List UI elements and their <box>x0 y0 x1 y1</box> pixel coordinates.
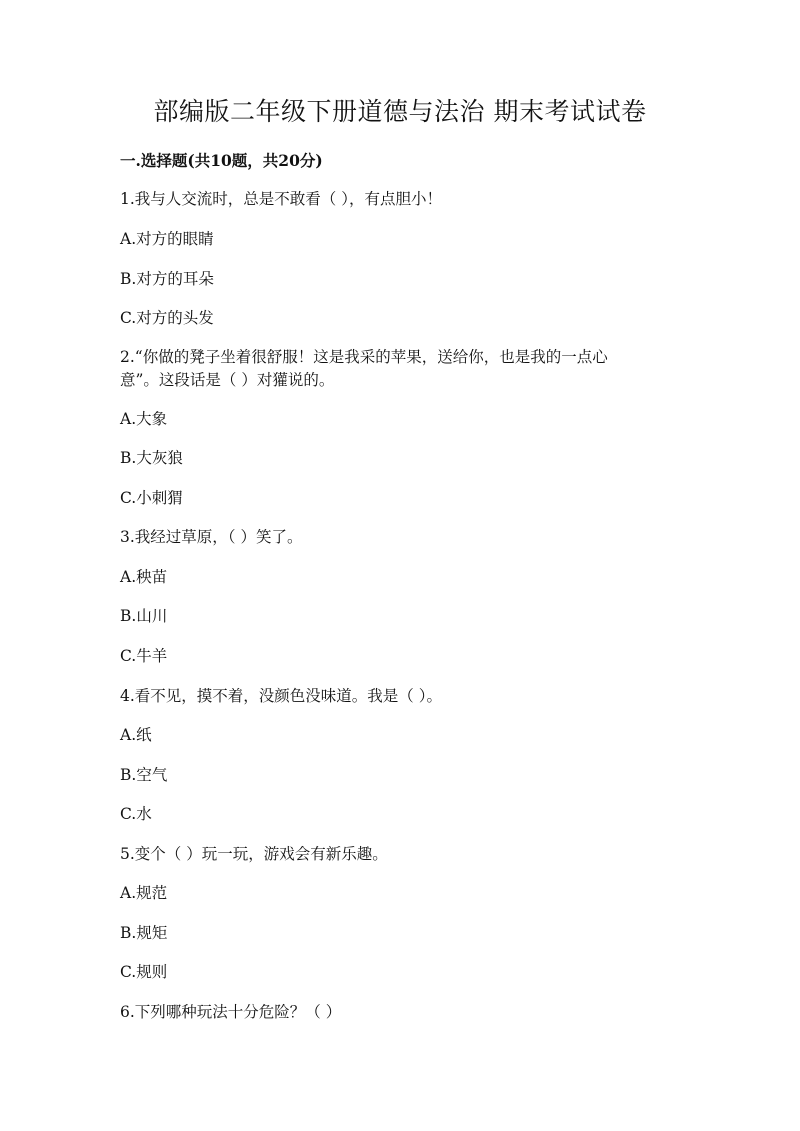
question-1-option-b: B.对方的耳朵 <box>120 270 214 288</box>
page-title: 部编版二年级下册道德与法治 期末考试试卷 <box>153 97 647 126</box>
question-3-option-a: A.秧苗 <box>120 568 168 586</box>
question-3-option-b: B.山川 <box>120 607 168 625</box>
question-5-option-a: A.规范 <box>120 884 168 902</box>
question-4-option-b: B.空气 <box>120 766 168 784</box>
question-6-stem: 6.下列哪种玩法十分危险？（ ） <box>120 1003 342 1021</box>
question-5-stem: 5.变个（ ）玩一玩，游戏会有新乐趣。 <box>120 845 388 863</box>
question-2-option-b: B.大灰狼 <box>120 449 183 467</box>
question-5-option-b: B.规矩 <box>120 924 168 942</box>
question-4-option-c: C.水 <box>120 805 152 823</box>
section-heading: 一.选择题(共10题，共20分) <box>120 151 323 170</box>
question-3-option-c: C.牛羊 <box>120 647 168 665</box>
question-3-stem: 3.我经过草原，（ ）笑了。 <box>120 528 303 546</box>
question-2-option-a: A.大象 <box>120 410 168 428</box>
question-1-stem: 1.我与人交流时，总是不敢看（ ），有点胆小！ <box>120 190 442 208</box>
question-2-stem-line-1: 2.“你做的凳子坐着很舒服！这是我采的苹果，送给你，也是我的一点心 <box>120 348 608 366</box>
question-2-stem-line-2: 意”。这段话是（ ）对獾说的。 <box>120 371 335 389</box>
question-4-stem: 4.看不见，摸不着，没颜色没味道。我是（ ）。 <box>120 687 442 705</box>
question-1-option-c: C.对方的头发 <box>120 309 214 327</box>
question-5-option-c: C.规则 <box>120 963 168 981</box>
question-2-option-c: C.小刺猬 <box>120 489 183 507</box>
question-4-option-a: A.纸 <box>120 726 152 744</box>
question-1-option-a: A.对方的眼睛 <box>120 230 214 248</box>
